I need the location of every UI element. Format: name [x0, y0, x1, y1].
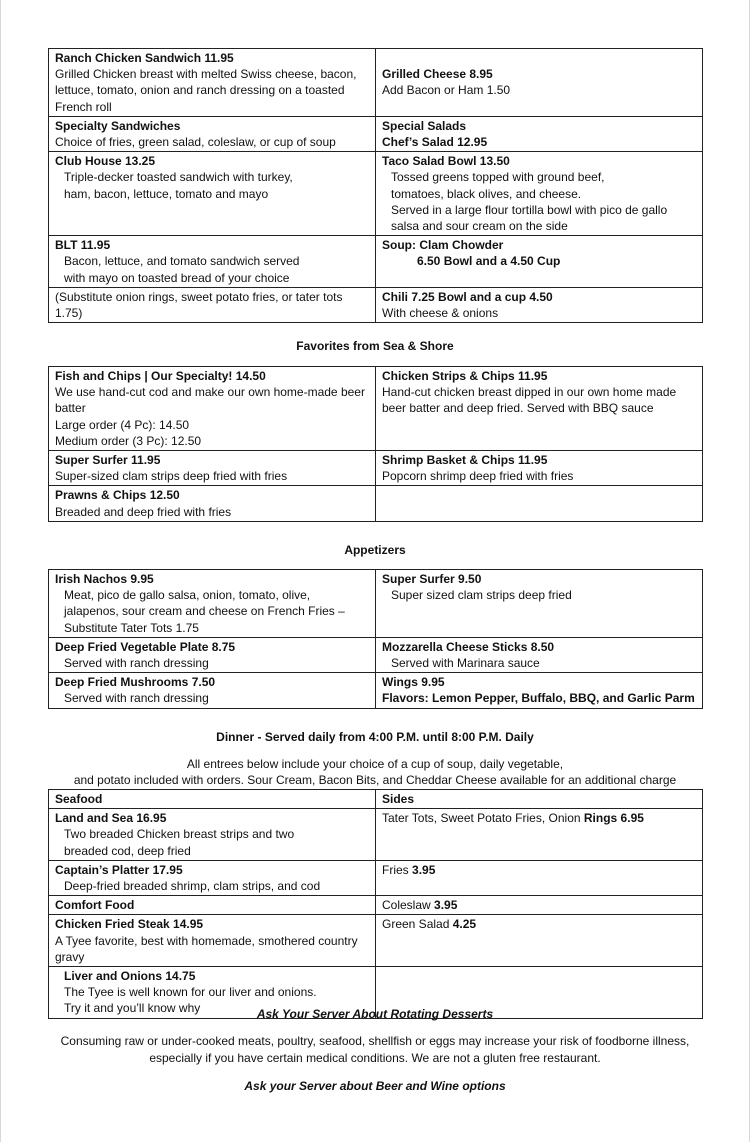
section-heading-sea-shore: Favorites from Sea & Shore	[296, 339, 454, 353]
beer-wine-note: Ask your Server about Beer and Wine options	[244, 1079, 506, 1093]
dinner-intro-line-2: and potato included with orders. Sour Cream, Bacon Bits, and Cheddar Cheese available for an additional charge	[73, 773, 677, 787]
item-description: Meat, pico de gallo salsa, onion, tomato, olive,	[64, 588, 311, 603]
menu-item-super-surfer	[49, 451, 376, 486]
item-description: Triple-decker toasted sandwich with turkey,	[64, 170, 293, 185]
menu-item-fish-and-chips	[49, 367, 376, 451]
table-row	[49, 896, 703, 915]
table-row	[49, 809, 703, 861]
side-name: Green Salad	[382, 917, 450, 932]
menu-item-prawns-and-chips	[49, 486, 376, 521]
column-header-seafood: Seafood	[49, 790, 376, 809]
item-description: with mayo on toasted bread of your choice	[64, 270, 290, 285]
item-description: Breaded and deep fried with fries	[55, 504, 232, 519]
item-description: Served with Marinara sauce	[391, 656, 540, 671]
table-row	[49, 860, 703, 895]
menu-item-clam-chowder	[376, 236, 703, 288]
appetizers-table	[48, 569, 703, 709]
side-item-green-salad	[376, 915, 703, 967]
menu-item-club-house	[49, 152, 376, 236]
table-row	[49, 367, 703, 451]
table-row	[49, 673, 703, 708]
item-name: Irish Nachos 9.95	[55, 572, 154, 586]
item-description: Try it and you’ll know why	[64, 1001, 201, 1016]
item-description: Super-sized clam strips deep fried with fries	[55, 469, 288, 484]
desserts-note: Ask Your Server About Rotating Desserts	[256, 1007, 494, 1021]
side-name: Coleslaw	[382, 898, 431, 913]
menu-item-super-surfer-appetizer	[376, 570, 703, 638]
menu-item-taco-salad-bowl	[376, 152, 703, 236]
item-description: Bacon, lettuce, and tomato sandwich served	[64, 254, 300, 269]
item-option: Medium order (3 Pc): 12.50	[55, 433, 202, 448]
item-option: Large order (4 Pc): 14.50	[55, 417, 190, 432]
side-price: Rings 6.95	[583, 811, 644, 826]
item-description: Hand-cut chicken breast dipped in our own home made beer batter and deep fried. Served with BBQ sauce	[382, 385, 677, 416]
item-name: Super Surfer 9.50	[382, 572, 482, 586]
item-name: Deep Fried Vegetable Plate 8.75	[55, 639, 236, 654]
item-name: Chili 7.25 Bowl and a cup 4.50	[382, 289, 553, 304]
table-row	[49, 451, 703, 486]
item-description: ham, bacon, lettuce, tomato and mayo	[64, 186, 269, 201]
item-description: Flavors: Lemon Pepper, Buffalo, BBQ, and Garlic Parm	[382, 691, 695, 706]
table-row	[49, 637, 703, 672]
menu-item-fried-mushrooms	[49, 673, 376, 708]
section-special-salads	[376, 116, 703, 151]
item-description: Two breaded Chicken breast strips and two	[64, 827, 295, 842]
item-name: Club House 13.25	[55, 154, 156, 169]
item-name: Chef’s Salad 12.95	[382, 135, 488, 150]
item-name: Prawns & Chips 12.50	[55, 488, 180, 503]
menu-item-grilled-cheese	[376, 49, 703, 117]
menu-item-ranch-chicken-sandwich	[49, 49, 376, 117]
item-price: 6.50 Bowl and a 4.50 Cup	[417, 254, 561, 269]
health-warning-line-2: especially if you have certain medical conditions. We are not a gluten free restaurant.	[149, 1051, 601, 1065]
item-description: With cheese & onions	[382, 306, 499, 321]
sandwiches-table	[48, 48, 703, 323]
item-name: Shrimp Basket & Chips 11.95	[382, 453, 548, 468]
item-description: breaded cod, deep fried	[64, 843, 191, 858]
table-row	[49, 116, 703, 151]
item-description: Deep-fried breaded shrimp, clam strips, and cod	[64, 879, 321, 894]
side-name: Fries	[382, 862, 409, 877]
menu-item-vegetable-plate	[49, 637, 376, 672]
section-heading-dinner: Dinner - Served daily from 4:00 P.M. until 8:00 P.M. Daily	[216, 730, 534, 744]
item-description: Grilled Chicken breast with melted Swiss cheese, bacon, lettuce, tomato, onion and ranch dressing on a toasted French roll	[55, 67, 357, 114]
item-name: Ranch Chicken Sandwich 11.95	[55, 51, 234, 65]
section-specialty-sandwiches	[49, 116, 376, 151]
item-description: The Tyee is well known for our liver and onions.	[64, 985, 317, 1000]
item-description: tomatoes, black olives, and cheese.	[391, 186, 582, 201]
menu-item-chicken-fried-steak	[49, 915, 376, 967]
table-row	[49, 570, 703, 638]
item-name: Wings 9.95	[382, 675, 445, 690]
item-description: Served with ranch dressing	[64, 656, 209, 671]
health-warning-line-1: Consuming raw or under-cooked meats, poultry, seafood, shellfish or eggs may increase your risk of foodborne illness,	[60, 1034, 690, 1048]
table-row	[49, 49, 703, 117]
item-name: Chicken Strips & Chips 11.95	[382, 369, 548, 383]
side-name: Tater Tots, Sweet Potato Fries, Onion	[382, 811, 581, 826]
item-description: Choice of fries, green salad, coleslaw, or cup of soup	[55, 135, 336, 150]
item-description: Served in a large flour tortilla bowl with pico de gallo	[391, 202, 668, 217]
dinner-table	[48, 789, 703, 1019]
dinner-intro-line-1: All entrees below include your choice of a cup of soup, daily vegetable,	[186, 757, 564, 771]
menu-item-captains-platter	[49, 860, 376, 895]
empty-cell	[376, 486, 703, 521]
item-name: Grilled Cheese 8.95	[382, 67, 493, 82]
item-description: We use hand-cut cod and make our own home-made beer batter	[55, 385, 365, 416]
side-price: 3.95	[412, 862, 436, 877]
item-name: Captain’s Platter 17.95	[55, 862, 183, 877]
side-item-fries	[376, 860, 703, 895]
substitution-note	[49, 287, 376, 322]
item-description: jalapenos, sour cream and cheese on French Fries –	[64, 604, 345, 619]
section-heading-appetizers: Appetizers	[344, 543, 406, 557]
side-price: 4.25	[452, 917, 477, 932]
side-price: 3.95	[434, 898, 458, 913]
section-title: Specialty Sandwiches	[55, 118, 181, 133]
item-description: A Tyee favorite, best with homemade, smothered country gravy	[55, 933, 358, 964]
table-row	[49, 790, 703, 809]
table-row	[49, 236, 703, 288]
menu-item-irish-nachos	[49, 570, 376, 638]
table-row	[49, 486, 703, 521]
item-name: Deep Fried Mushrooms 7.50	[55, 675, 216, 690]
item-description: Served with ranch dressing	[64, 691, 209, 706]
item-name: Liver and Onions 14.75	[64, 969, 196, 984]
item-name: Mozzarella Cheese Sticks 8.50	[382, 639, 555, 654]
sea-shore-table	[48, 366, 703, 522]
item-description: Substitute Tater Tots 1.75	[64, 620, 199, 635]
menu-item-mozzarella-sticks	[376, 637, 703, 672]
item-description: Tossed greens topped with ground beef,	[391, 170, 605, 185]
column-header-sides: Sides	[376, 790, 703, 809]
table-row	[49, 287, 703, 322]
table-row	[49, 152, 703, 236]
side-item-coleslaw	[376, 896, 703, 915]
item-name: Taco Salad Bowl 13.50	[382, 154, 510, 169]
item-name: BLT 11.95	[55, 238, 111, 253]
item-name: Chicken Fried Steak 14.95	[55, 917, 204, 932]
item-name: Land and Sea 16.95	[55, 811, 167, 826]
item-name: Soup: Clam Chowder	[382, 238, 504, 253]
item-description: Add Bacon or Ham 1.50	[382, 83, 511, 98]
item-description: salsa and sour cream on the side	[391, 219, 568, 234]
section-title: Special Salads	[382, 118, 467, 133]
item-name: Super Surfer 11.95	[55, 453, 161, 468]
menu-item-chili	[376, 287, 703, 322]
menu-item-shrimp-basket	[376, 451, 703, 486]
item-description: (Substitute onion rings, sweet potato fries, or tater tots 1.75)	[55, 289, 343, 321]
menu-item-wings	[376, 673, 703, 708]
menu-item-chicken-strips	[376, 367, 703, 451]
section-comfort-food: Comfort Food	[49, 896, 376, 915]
menu-item-land-and-sea	[49, 809, 376, 861]
table-row	[49, 915, 703, 967]
item-description: Super sized clam strips deep fried	[391, 588, 572, 603]
menu-item-blt	[49, 236, 376, 288]
side-item-tots-fries-rings	[376, 809, 703, 861]
item-name: Fish and Chips | Our Specialty! 14.50	[55, 369, 266, 383]
item-description: Popcorn shrimp deep fried with fries	[382, 469, 574, 484]
